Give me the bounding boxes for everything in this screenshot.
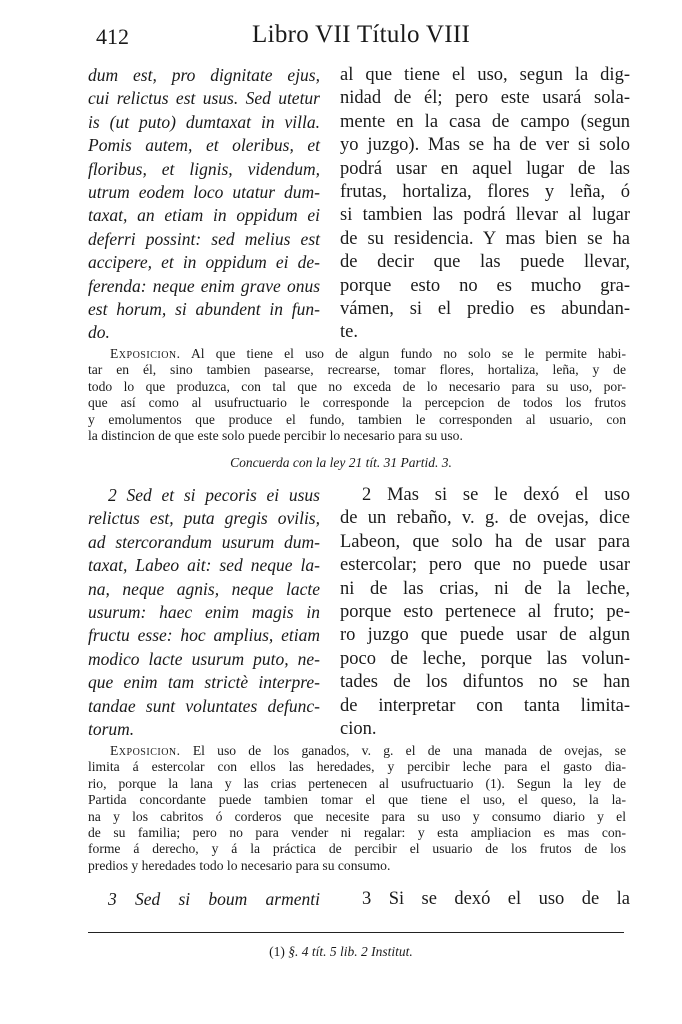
exposicion-line: predios y heredades todo lo necesario para su consumo. <box>88 857 391 873</box>
latin-line: Pomis autem, et oleribus, et <box>88 135 320 156</box>
footnote-divider <box>88 932 624 933</box>
page-number: 412 <box>96 24 129 49</box>
latin-line: est horum, si abundent in fun- <box>88 299 320 320</box>
latin-line: modico lacte usurum puto, ne- <box>88 648 320 669</box>
latin-line: do. <box>88 322 110 343</box>
spanish-line: te. <box>340 322 358 343</box>
spanish-line: nidad de él; pero este usará sola- <box>340 88 630 109</box>
latin-column-1 <box>88 64 320 345</box>
latin-column-3 <box>88 888 320 911</box>
latin-line: relictus est, puta gregis ovilis, <box>88 508 320 529</box>
latin-line: 2 Sed et si pecoris ei usus <box>108 485 320 505</box>
exposicion-first-line <box>88 346 626 362</box>
spanish-line: 2 Mas si se le dexó el uso <box>362 485 630 505</box>
latin-line: utrum eodem loco utatur dum- <box>88 182 320 203</box>
exposicion-line: la distincion de que este solo puede percibir lo necesario para su uso. <box>88 428 463 444</box>
latin-line: fructu esse: hoc amplius, etiam <box>88 625 320 646</box>
latin-line: torum. <box>88 719 135 740</box>
spanish-line: porque esto pertenece al fruto; pe- <box>340 602 630 623</box>
spanish-line: de interpretar con tanta limita- <box>340 695 630 716</box>
exposicion-label: Exposicion. <box>110 346 181 361</box>
latin-line: taxat, an etiam in oppidum ei <box>88 205 320 226</box>
exposicion-label: Exposicion. <box>110 743 181 758</box>
latin-line: 3 Sed si boum armenti <box>108 889 320 909</box>
latin-line: ad stercorandum usurum dum- <box>88 531 320 552</box>
spanish-line: mente en la casa de campo (segun <box>340 111 630 132</box>
section-1 <box>88 64 630 345</box>
exposicion-line: forme á derecho, y á la práctica de percibir el usuario de los frutos de los <box>88 841 626 857</box>
latin-line: deferri possint: sed melius est <box>88 228 320 249</box>
spanish-column-1 <box>340 64 630 345</box>
latin-line: que enim tam strictè interpre- <box>88 672 320 693</box>
exposicion-line: y emolumentos que produce el fundo, tambien le corresponden al usuario, con <box>88 411 626 427</box>
spanish-line: de decir que las puede llevar, <box>340 252 630 273</box>
spanish-line: ni de las crias, ni de la leche, <box>340 578 630 599</box>
exposicion-line: tar en él, sino tambien pasearse, recrearse, tomar flores, hortaliza, leña, y de <box>88 362 626 378</box>
spanish-line: frutas, hortaliza, flores y leña, ó <box>340 182 630 203</box>
section-2 <box>88 484 630 741</box>
exposicion-line: todo lo que produzca, con tal que no exceda de lo necesario para su uso, por- <box>88 378 626 394</box>
footnote <box>0 944 682 960</box>
footnote-mark: (1) <box>269 944 285 959</box>
exposicion-line: rio, porque la lana y las crias pertenecen al usufructuario (1). Segun la ley de <box>88 775 626 791</box>
exposicion-2 <box>88 743 626 874</box>
spanish-line: 3 Si se dexó el uso de la <box>362 889 630 909</box>
spanish-line: estercolar; pero que no puede usar <box>340 555 630 576</box>
latin-line: tandae sunt voluntates defunc- <box>88 695 320 716</box>
latin-line: na, neque agnis, neque lacte <box>88 578 320 599</box>
exposicion-text: Al que tiene el uso de algun fundo no solo se le permite habi- <box>190 346 626 361</box>
latin-line: is (ut puto) dumtaxat in villa. <box>88 111 320 132</box>
latin-line: usurum: haec enim magis in <box>88 602 320 623</box>
exposicion-text: El uso de los ganados, v. g. el de una manada de ovejas, se <box>192 743 627 758</box>
concuerda-reference: Concuerda con la ley 21 tít. 31 Partid. 3. <box>230 455 452 470</box>
latin-column-2 <box>88 484 320 741</box>
exposicion-line: limita á estercolar con ellos las heredades, y percibir leche para el gasto dia- <box>88 759 626 775</box>
spanish-column-3 <box>340 888 630 911</box>
latin-line: cui relictus est usus. Sed utetur <box>88 88 320 109</box>
latin-line: ferenda: neque enim grave onus <box>88 275 320 296</box>
latin-line: floribus, et lignis, videndum, <box>88 158 320 179</box>
section-3 <box>88 888 630 911</box>
spanish-line: Labeon, que solo ha de usar para <box>340 531 630 552</box>
spanish-line: yo juzgo). Mas se ha de ver si solo <box>340 135 630 156</box>
spanish-line: vámen, si el predio es abundan- <box>340 299 630 320</box>
spanish-line: ro juzgo que puede usar de algun <box>340 625 630 646</box>
spanish-line: cion. <box>340 719 377 740</box>
latin-line: accipere, et in oppidum ei de- <box>88 252 320 273</box>
exposicion-line: que así como al usufructuario le corresponde la percepcion de todos los frutos <box>88 395 626 411</box>
spanish-line: porque esto no es mucho gra- <box>340 275 630 296</box>
exposicion-1 <box>88 346 626 444</box>
spanish-line: de un rebaño, v. g. de ovejas, dice <box>340 508 630 529</box>
spanish-line: al que tiene el uso, segun la dig- <box>340 65 630 85</box>
spanish-line: de su residencia. Y mas bien se ha <box>340 228 630 249</box>
spanish-column-2 <box>340 484 630 741</box>
exposicion-line: na y los cabritos ó corderos que necesite para su uso y consumo diario y el <box>88 808 626 824</box>
exposicion-line: de su familia; pero no para vender ni regalar: y esta ampliacion es mas con- <box>88 825 626 841</box>
latin-line: dum est, pro dignitate ejus, <box>88 65 320 85</box>
spanish-line: podrá usar en aquel lugar de las <box>340 158 630 179</box>
spanish-line: poco de leche, porque las volun- <box>340 648 630 669</box>
running-head: Libro VII Título VIII <box>252 21 471 48</box>
latin-line: taxat, Labeo ait: sed neque la- <box>88 555 320 576</box>
spanish-line: tades de los difuntos no se han <box>340 672 630 693</box>
exposicion-line: Partida concordante puede tambien tomar el que tiene el uso, el queso, la la- <box>88 792 626 808</box>
exposicion-first-line <box>88 743 626 759</box>
footnote-text: §. 4 tít. 5 lib. 2 Institut. <box>288 944 413 959</box>
spanish-line: si tambien las podrá llevar al lugar <box>340 205 630 226</box>
